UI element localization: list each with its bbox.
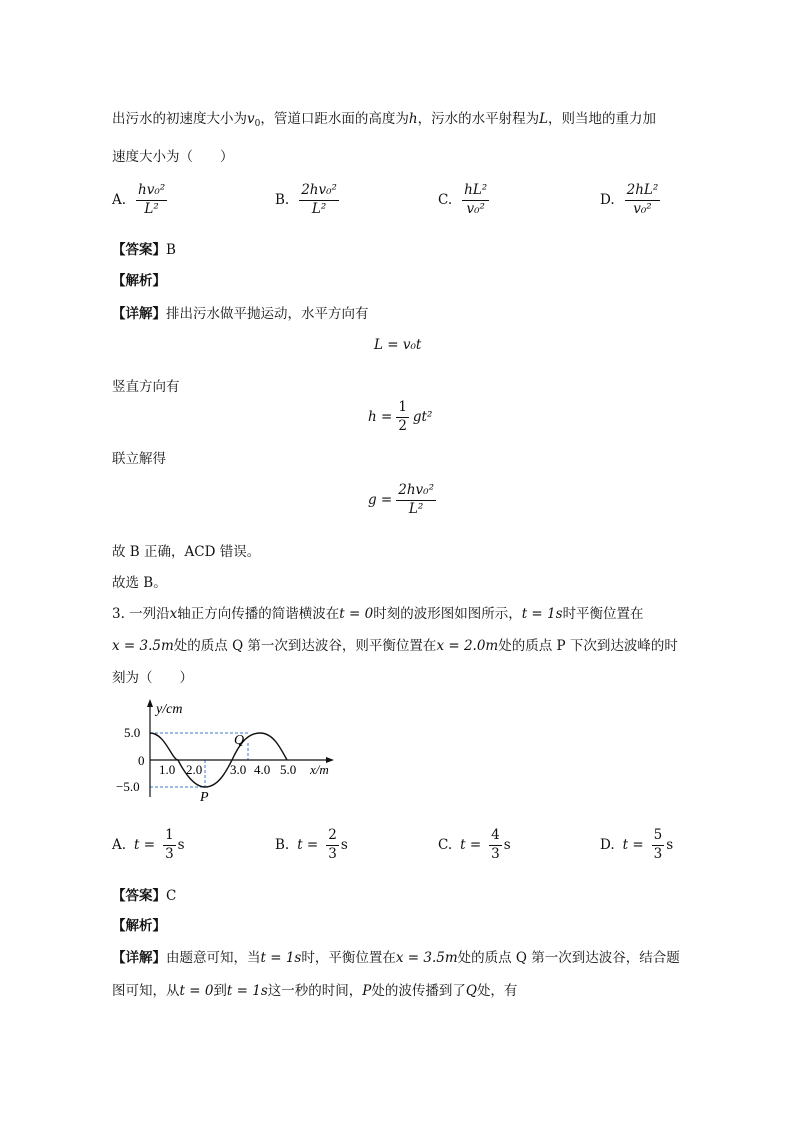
y-tick-0: 0 (138, 753, 145, 768)
q3-option-a[interactable]: A. t = $\frac{1}{3}$ s (112, 827, 185, 862)
y-axis-label: y/cm (156, 702, 183, 717)
q2-vertical-text: 竖直方向有 (112, 379, 180, 395)
x-tick-2: 2.0 (186, 762, 203, 777)
y-axis-arrow-icon (147, 699, 153, 707)
q2-equation-3: g = $\frac{\text{2hv₀²}}{\text{L²}}$ (368, 482, 434, 517)
fraction: $\frac{1}{3}$ (165, 827, 174, 862)
q3-option-c[interactable]: C. t = $\frac{4}{3}$ s (438, 827, 511, 862)
x-tick-4: 4.0 (254, 762, 271, 777)
q2-equation-1: L = v₀t (374, 337, 422, 353)
x-tick-1: 1.0 (159, 762, 176, 777)
q2-conclusion-2: 故选 B。 (112, 575, 167, 591)
q3-option-b[interactable]: B. t = $\frac{2}{3}$ s (275, 827, 348, 862)
q3-stem-line2: x = 3.5m处的质点 Q 第一次到达波谷，则平衡位置在x = 2.0m处的质点 P 下次到达波峰的时 (112, 638, 678, 654)
q2-option-d[interactable]: D. $\frac{\text{2hL²}}{\text{v₀²}}$ (600, 182, 659, 217)
q3-detail-line2: 图可知，从t = 0到t = 1s这一秒的时间，P处的波传播到了Q处，有 (112, 983, 518, 999)
x-tick-3: 3.0 (230, 762, 247, 777)
wave-figure (110, 697, 350, 807)
point-q-label: Q (234, 733, 245, 748)
q3-option-d[interactable]: D. t = $\frac{5}{3}$ s (600, 827, 674, 862)
q2-option-a[interactable]: A. $\frac{\text{hv₀²}}{\text{L²}}$ (112, 182, 166, 217)
q2-equation-2: h = $\frac{1}{2}$ gt² (368, 399, 433, 434)
q3-detail-line1: 【详解】由题意可知，当t = 1s时，平衡位置在x = 3.5m处的质点 Q 第一次到达波谷，结合题 (112, 950, 680, 966)
q3-answer: 【答案】C (112, 888, 177, 904)
x-axis-label: x/m (310, 762, 329, 777)
q2-option-b[interactable]: B. $\frac{\text{2hv₀²}}{\text{L²}}$ (275, 182, 337, 217)
fraction: $\frac{\text{2hv₀²}}{\text{L²}}$ (398, 482, 434, 517)
q2-analysis-tag: 【解析】 (112, 273, 166, 289)
q2-option-c[interactable]: C. $\frac{\text{hL²}}{\text{v₀²}}$ (438, 182, 488, 217)
fraction: $\frac{4}{3}$ (491, 827, 500, 862)
y-tick-neg5: −5.0 (116, 779, 140, 794)
fraction: $\frac{2}{3}$ (328, 827, 337, 862)
q2-stem-line1: 出污水的初速度大小为$v_0$，管道口距水面的高度为h，污水的水平射程为L，则当地的重力加 (112, 111, 657, 129)
point-p-label: P (200, 790, 209, 805)
q3-stem-line1: 3. 一列沿x轴正方向传播的简谐横波在t = 0时刻的波形图如图所示，t = 1s时平衡位置在 (112, 606, 644, 622)
fraction: $\frac{5}{3}$ (653, 827, 663, 862)
q2-combine-text: 联立解得 (112, 451, 166, 467)
fraction: $\frac{\text{2hv₀²}}{\text{L²}}$ (301, 182, 337, 217)
fraction: $\frac{\text{2hL²}}{\text{v₀²}}$ (626, 182, 659, 217)
q2-answer: 【答案】B (112, 242, 176, 258)
fraction: $\frac{1}{2}$ (398, 399, 407, 434)
fraction: $\frac{\text{hL²}}{\text{v₀²}}$ (464, 182, 488, 217)
q2-detail: 【详解】排出污水做平抛运动，水平方向有 (112, 306, 369, 322)
q3-stem-line3: 刻为（ ） (112, 670, 193, 686)
fraction: $\frac{\text{hv₀²}}{\text{L²}}$ (138, 182, 166, 217)
x-tick-5: 5.0 (280, 762, 297, 777)
q2-stem-line2: 速度大小为（ ） (112, 149, 234, 165)
q2-conclusion-1: 故 B 正确，ACD 错误。 (112, 544, 261, 560)
y-tick-5: 5.0 (124, 725, 141, 740)
q3-analysis-tag: 【解析】 (112, 918, 166, 934)
